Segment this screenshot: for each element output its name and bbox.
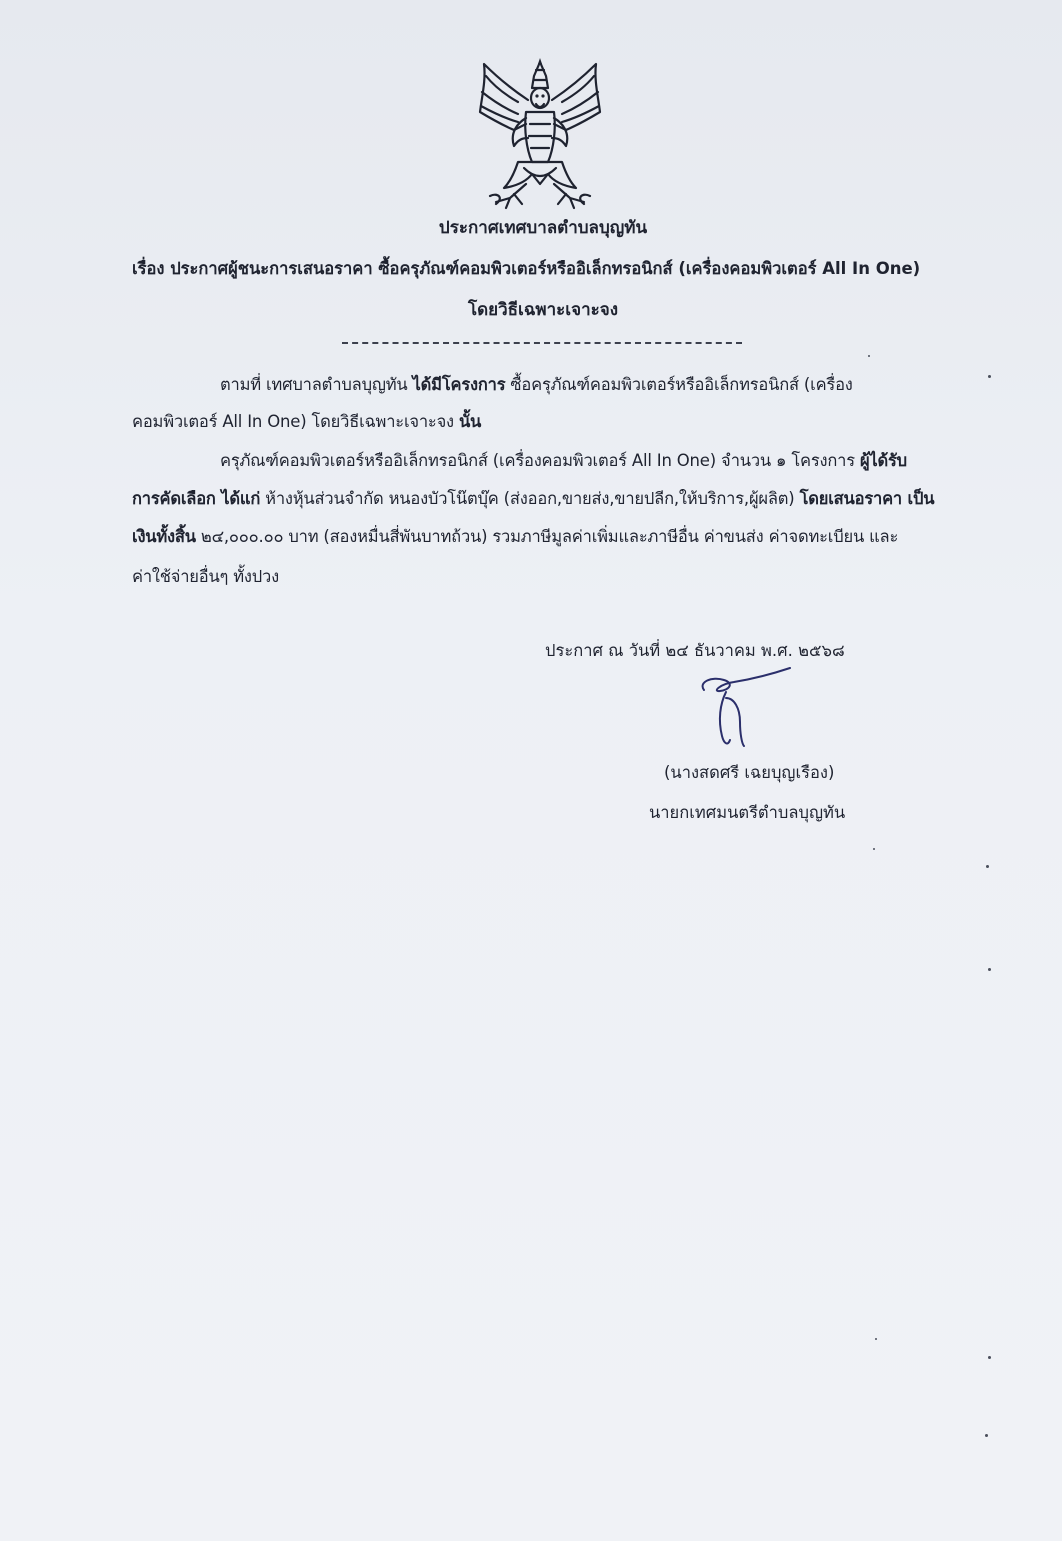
paragraph-2-line-4: [132, 564, 279, 590]
announcement-date: ประกาศ ณ วันที่ ๒๔ ธันวาคม พ.ศ. ๒๕๖๘: [545, 641, 845, 660]
paragraph-2-line-1: [220, 448, 907, 474]
paper-speck: [988, 375, 991, 378]
text-segment-bold: เงินทั้งสิ้น: [132, 527, 196, 546]
text-segment: ห้างหุ้นส่วนจำกัด หนองบัวโน๊ตบุ๊ค (ส่งออก,ขายส่ง,ขายปลีก,ให้บริการ,ผู้ผลิต): [260, 489, 800, 508]
text-segment: ค่าใช้จ่ายอื่นๆ ทั้งปวง: [132, 567, 279, 586]
text-segment-bold: ผู้ได้รับ: [859, 451, 907, 470]
text-segment: ๒๔,๐๐๐.๐๐ บาท (สองหมื่นสี่พันบาทถ้วน) รวมภาษีมูลค่าเพิ่มและภาษีอื่น ค่าขนส่ง ค่าจดทะเบียน และ: [195, 527, 899, 546]
paragraph-2-line-2: [132, 486, 934, 512]
paper-speck: [875, 1338, 877, 1340]
divider: [342, 342, 742, 344]
signer-name: (นางสดศรี เฉยบุญเรือง): [664, 763, 835, 782]
text-segment: ครุภัณฑ์คอมพิวเตอร์หรืออิเล็กทรอนิกส์ (เครื่องคอมพิวเตอร์ All In One) จำนวน ๑ โครงการ: [220, 451, 860, 470]
text-segment: คอมพิวเตอร์ All In One) โดยวิธีเฉพาะเจาะจง: [132, 412, 459, 431]
paragraph-1-line-2: [132, 409, 481, 435]
subject-method: โดยวิธีเฉพาะเจาะจง: [467, 300, 619, 320]
text-segment-bold: โดยเสนอราคา เป็น: [799, 489, 935, 508]
announcement-organization: ประกาศเทศบาลตำบลบุญทัน: [438, 218, 648, 238]
paragraph-2-line-3: [132, 524, 898, 550]
paragraph-1-line-1: [220, 372, 853, 398]
text-segment-bold: ได้มีโครงการ: [412, 375, 506, 394]
paper-speck: [868, 355, 870, 357]
text-segment-bold: การคัดเลือก ได้แก่: [132, 489, 261, 508]
paper-speck: [985, 1434, 988, 1437]
handwritten-signature: [690, 664, 800, 750]
text-segment: ซื้อครุภัณฑ์คอมพิวเตอร์หรืออิเล็กทรอนิกส์ (เครื่อง: [505, 375, 853, 394]
text-segment-bold: นั้น: [458, 412, 482, 431]
subject-line: เรื่อง ประกาศผู้ชนะการเสนอราคา ซื้อครุภัณฑ์คอมพิวเตอร์หรืออิเล็กทรอนิกส์ (เครื่องคอมพิวเตอร์ All In One): [132, 259, 921, 278]
paper-speck: [986, 865, 989, 868]
paper-speck: [988, 1356, 991, 1359]
paper-speck: [988, 968, 991, 971]
garuda-emblem-icon: [470, 58, 610, 216]
signer-position: นายกเทศมนตรีตำบลบุญทัน: [649, 803, 846, 822]
text-segment: ตามที่ เทศบาลตำบลบุญทัน: [220, 375, 413, 394]
paper-speck: [873, 848, 875, 850]
